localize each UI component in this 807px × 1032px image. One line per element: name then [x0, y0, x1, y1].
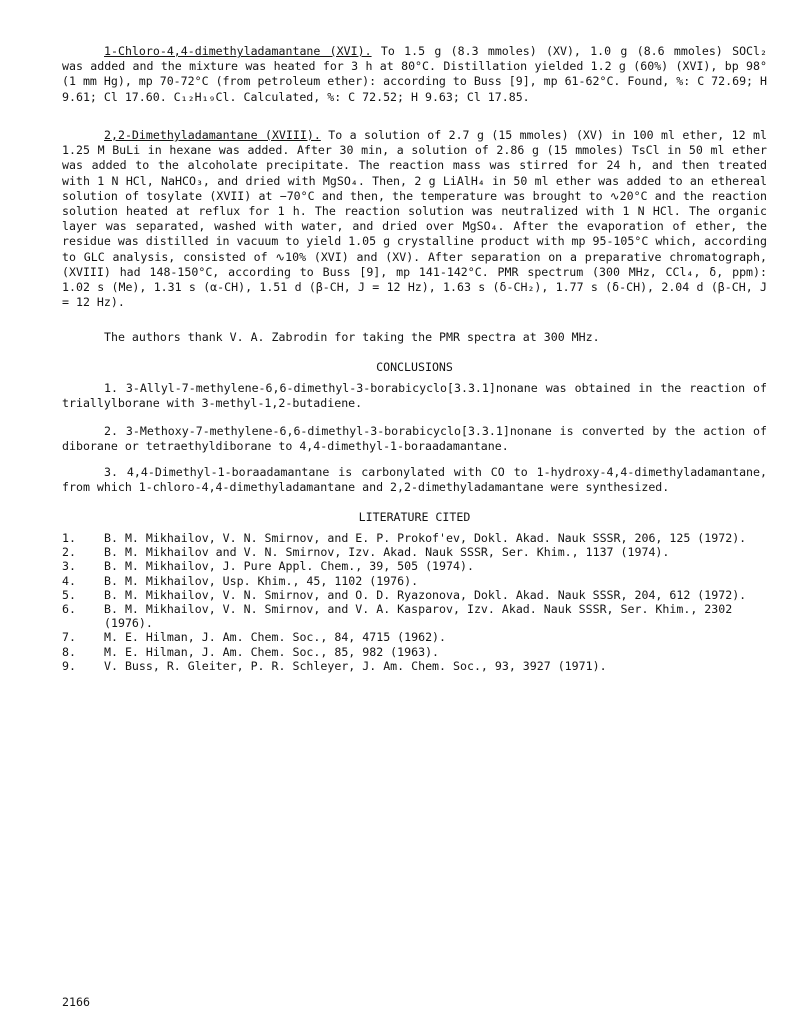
- reference-text: M. E. Hilman, J. Am. Chem. Soc., 85, 982 (1963).: [104, 644, 440, 659]
- experimental-para-2: [62, 128, 767, 310]
- reference-number: 1.: [62, 531, 76, 545]
- conclusion-item: [62, 465, 767, 495]
- para-2-body: To a solution of 2.7 g (15 mmoles) (XV) in 100 ml ether, 12 ml 1.25 M BuLi in hexane was added. After 30 min, a solution of 2.86 g (15 mmoles) TsCl in 50 ml ether was added to the alcoholate precipitate. The reaction mass was stirred for 24 h, and then treated with 1 N HCl, NaHCO₃, and dried with MgSO₄. Then, 2 g LiAlH₄ in 50 ml ether was added to an ethereal solution of tosylate (XVII) at −70°C and then, the temperature was brought to ∿20°C and the reaction solution heated at reflux for 1 h. The reaction solution was neutralized with 1 N HCl. The organic layer was separated, washed with water, and dried over MgSO₄. After the evaporation of ether, the residue was distilled in vacuum to yield 1.05 g crystalline product with mp 95-105°C which, according to GLC analysis, consisted of ∿10% (XVI) and (XV). After separation on a preparative chromatograph, (XVIII) had 148-150°C, according to Buss [9], mp 141-142°C. PMR spectrum (300 MHz, CCl₄, δ, ppm): 1.02 s (Me), 1.31 s (α-CH), 1.51 d (β-CH, J = 12 Hz), 1.63 s (δ-CH₂), 1.77 s (δ-CH), 2.04 d (β-CH, J = 12 Hz).: [62, 128, 767, 310]
- reference-number: 2.: [62, 545, 76, 560]
- reference-item: [62, 630, 767, 644]
- reference-number: 9.: [62, 658, 76, 673]
- reference-item: [62, 659, 767, 673]
- conclusions-heading: CONCLUSIONS: [376, 360, 453, 374]
- reference-text: V. Buss, R. Gleiter, P. R. Schleyer, J. Am. Chem. Soc., 93, 3927 (1971).: [104, 658, 607, 673]
- reference-text: B. M. Mikhailov, V. N. Smirnov, and O. D. Ryazonova, Dokl. Akad. Nauk SSSR, 204, 612 (1972).: [104, 587, 747, 602]
- reference-text: B. M. Mikhailov and V. N. Smirnov, Izv. Akad. Nauk SSSR, Ser. Khim., 1137 (1974).: [104, 545, 670, 560]
- conclusion-item: [62, 381, 767, 411]
- conclusion-item-1: 1. 3-Allyl-7-methylene-6,6-dimethyl-3-borabicyclo[3.3.1]nonane was obtained in the reaction of triallylborane with 3-methyl-1,2-butadiene.: [62, 381, 767, 411]
- reference-item: [62, 645, 767, 659]
- reference-item: [62, 574, 767, 588]
- reference-number: 5.: [62, 587, 76, 602]
- page-number: 2166: [62, 995, 90, 1009]
- experimental-para-1: [62, 44, 767, 105]
- compound-title-xviii: 2,2-Dimethyladamantane (XVIII).: [104, 128, 321, 142]
- reference-text: B. M. Mikhailov, V. N. Smirnov, and E. P. Prokof'ev, Dokl. Akad. Nauk SSSR, 206, 125 (1972).: [104, 531, 747, 545]
- conclusion-item-2: 2. 3-Methoxy-7-methylene-6,6-dimethyl-3-borabicyclo[3.3.1]nonane is converted by the action of diborane or tetraethyldiborane to 4,4-dimethyl-1-boraadamantane.: [62, 424, 767, 454]
- reference-text: B. M. Mikhailov, Usp. Khim., 45, 1102 (1976).: [104, 573, 419, 588]
- acknowledgment-text: The authors thank V. A. Zabrodin for taking the PMR spectra at 300 MHz.: [104, 330, 600, 344]
- reference-number: 8.: [62, 644, 76, 659]
- conclusion-item: [62, 424, 767, 454]
- literature-heading: LITERATURE CITED: [358, 510, 471, 524]
- acknowledgment: [62, 330, 767, 345]
- reference-item: [62, 531, 767, 545]
- reference-item: [62, 559, 767, 573]
- reference-list: [62, 531, 767, 673]
- para-1-body: To 1.5 g (8.3 mmoles) (XV), 1.0 g (8.6 mmoles) SOCl₂ was added and the mixture was heated for 3 h at 80°C. Distillation yielded 1.2 g (60%) (XVI), bp 98° (1 mm Hg), mp 70-72°C (from petroleum ether): according to Buss [9], mp 61-62°C. Found, %: C 72.69; H 9.61; Cl 17.60. C₁₂H₁₉Cl. Calculated, %: C 72.52; H 9.63; Cl 17.85.: [62, 44, 767, 104]
- conclusion-item-3: 3. 4,4-Dimethyl-1-boraadamantane is carbonylated with CO to 1-hydroxy-4,4-dimethyladamantane, from which 1-chloro-4,4-dimethyladamantane and 2,2-dimethyladamantane were synthesized.: [62, 465, 767, 495]
- compound-title-xvi: 1-Chloro-4,4-dimethyladamantane (XVI).: [104, 44, 372, 58]
- reference-number: 3.: [62, 559, 76, 574]
- reference-item: [62, 602, 767, 630]
- reference-number: 7.: [62, 630, 76, 645]
- reference-number: 6.: [62, 602, 76, 617]
- reference-item: [62, 545, 767, 559]
- reference-number: 4.: [62, 573, 76, 588]
- reference-item: [62, 588, 767, 602]
- reference-text: B. M. Mikhailov, V. N. Smirnov, and V. A. Kasparov, Izv. Akad. Nauk SSSR, Ser. Khim., 2302 (1976).: [104, 602, 733, 631]
- reference-text: B. M. Mikhailov, J. Pure Appl. Chem., 39, 505 (1974).: [104, 559, 474, 574]
- reference-text: M. E. Hilman, J. Am. Chem. Soc., 84, 4715 (1962).: [104, 630, 447, 645]
